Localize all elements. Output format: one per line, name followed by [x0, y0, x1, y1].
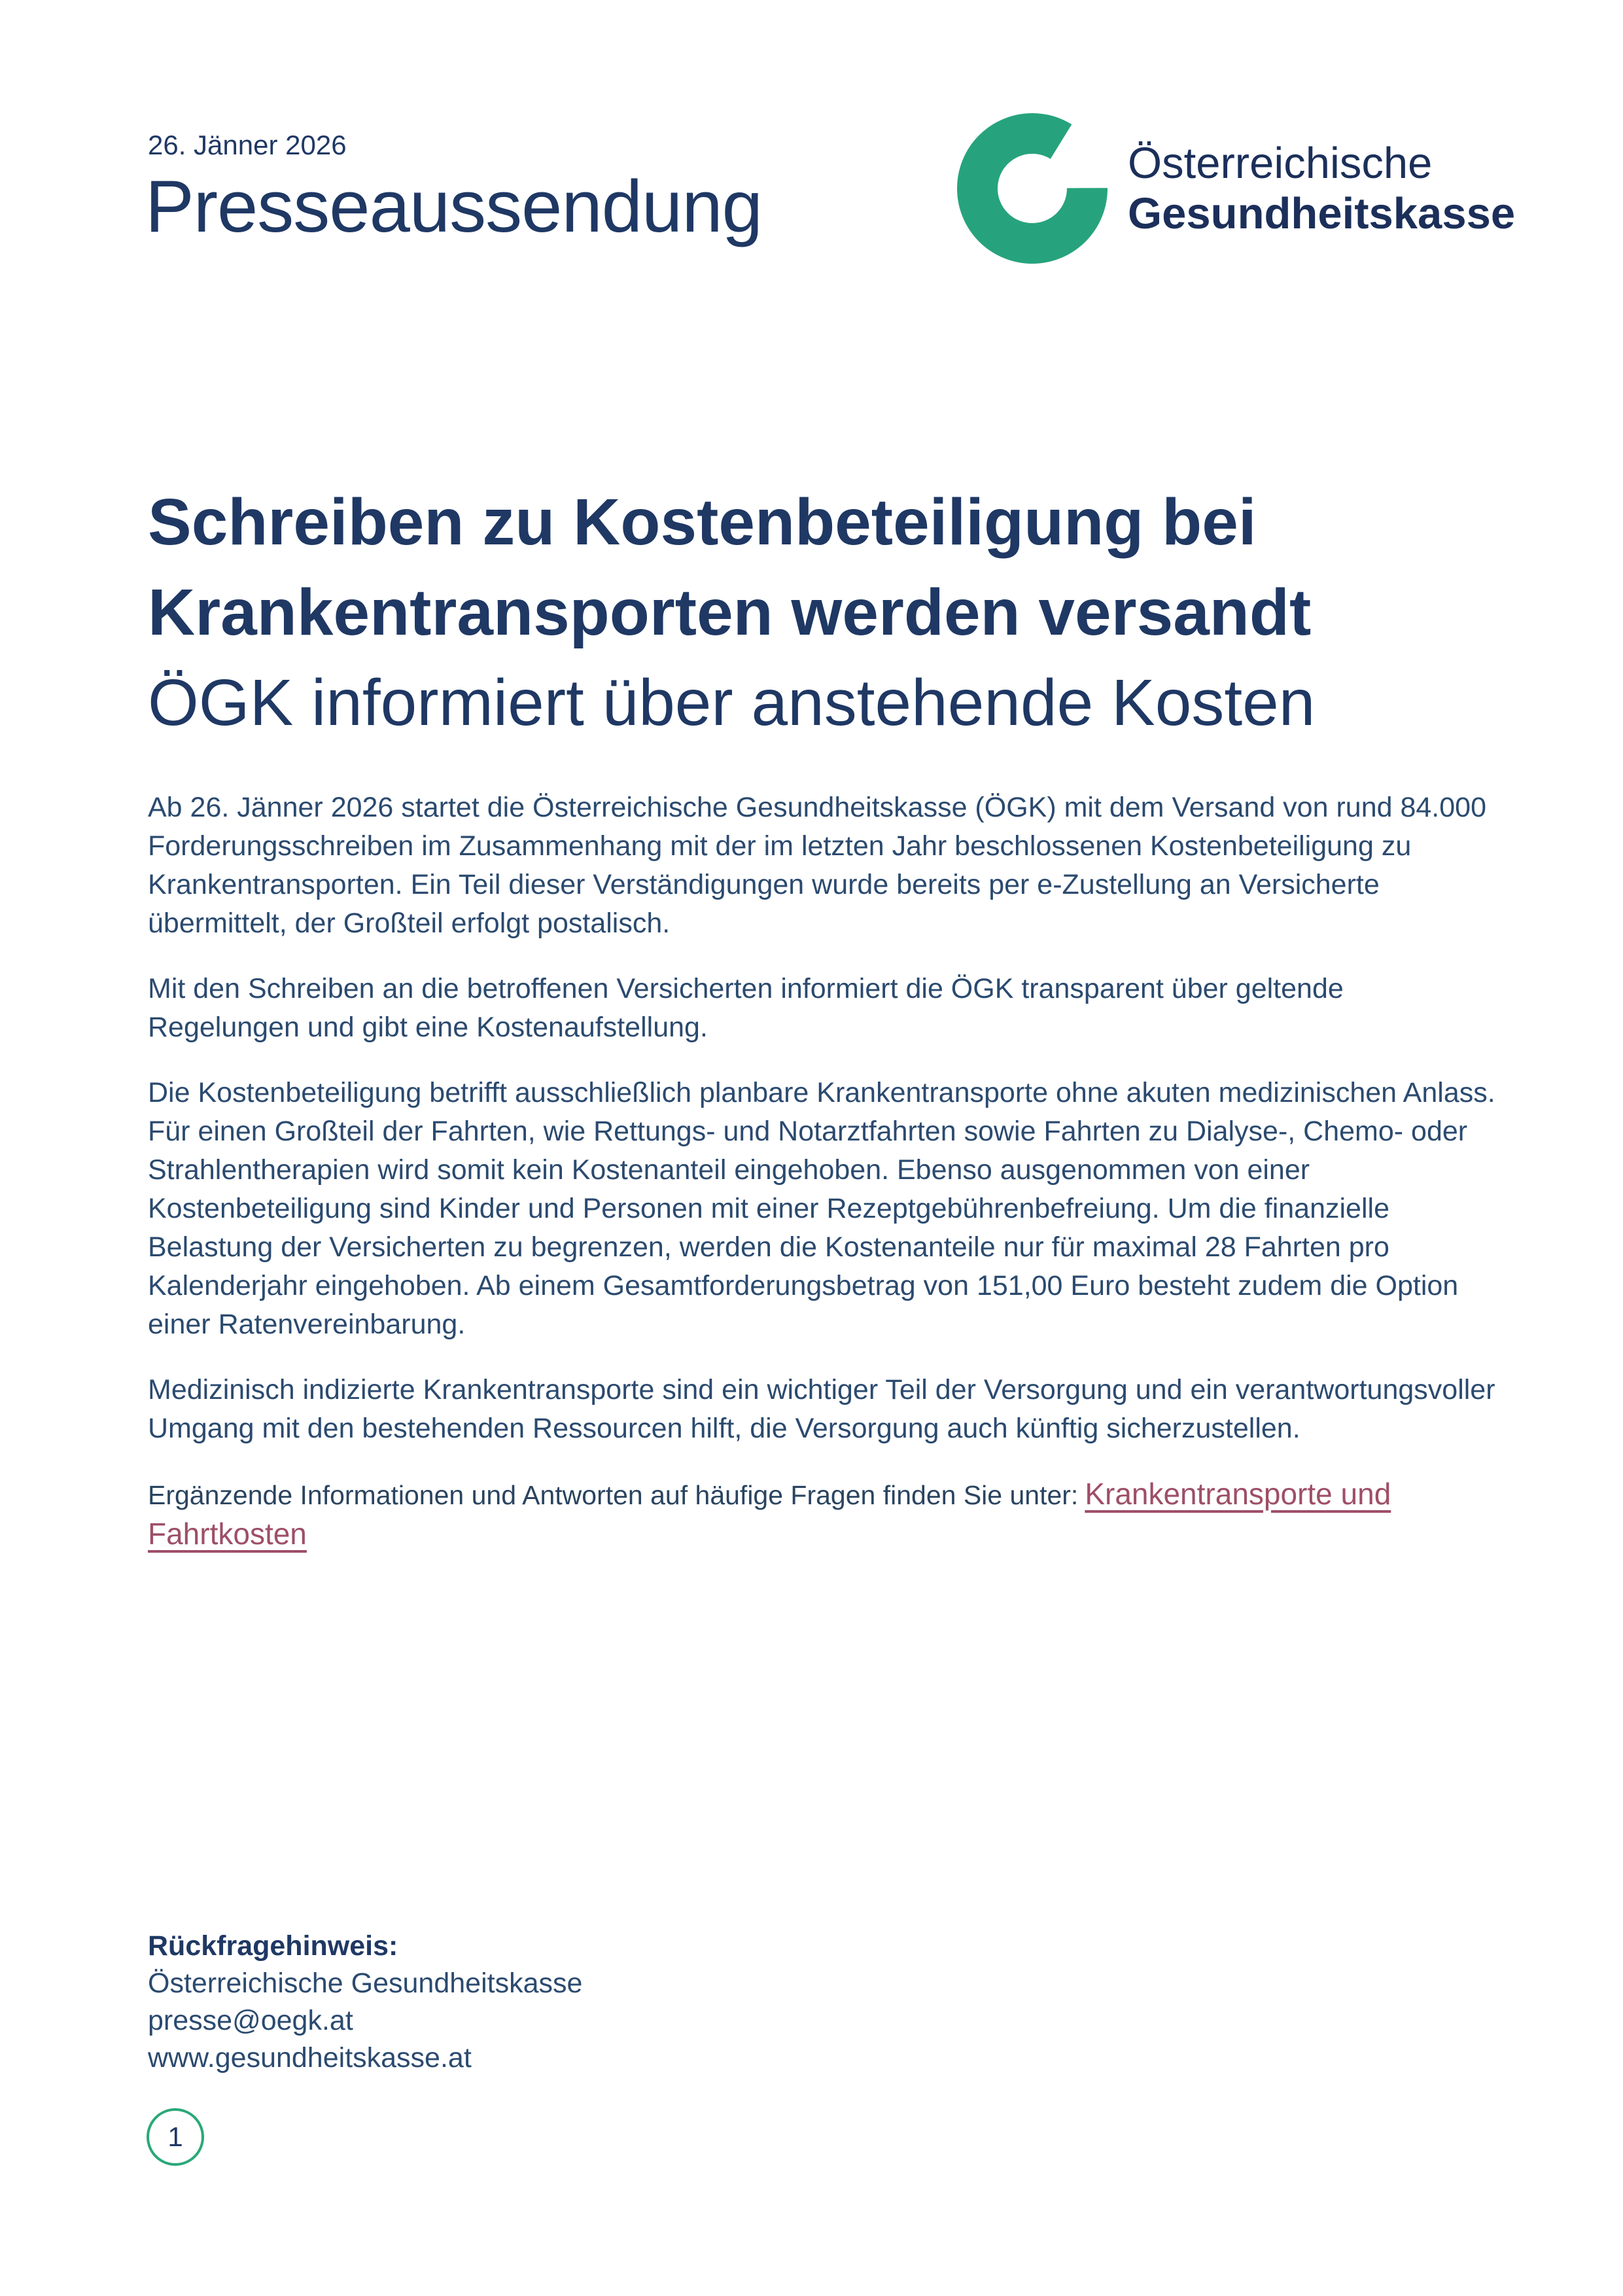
page-number: 1: [167, 2121, 183, 2152]
paragraph-4: Medizinisch indizierte Krankentransporte sind ein wichtiger Teil der Versorgung und ein verantwortungsvoller Umgang mit den bestehenden Ressourcen hilft, die Versorgung auch künftig sicherzustellen.: [148, 1374, 1495, 1444]
page-number-badge: [147, 2108, 204, 2166]
document-type-title: Presseaussendung: [145, 166, 762, 247]
contact-block: [148, 1928, 582, 2077]
document-date: 26. Jänner 2026: [148, 130, 347, 160]
contact-email: presse@oegk.at: [148, 2005, 353, 2036]
contact-heading: Rückfragehinweis:: [148, 1930, 398, 1962]
logo-wordmark: [1128, 138, 1515, 239]
paragraph-2: Mit den Schreiben an die betroffenen Versicherten informiert die ÖGK transparent über geltende Regelungen und gibt eine Kostenaufstellung.: [148, 973, 1344, 1043]
logo-name-line1: Österreichische: [1128, 139, 1433, 188]
headline-subtitle: ÖGK informiert über anstehende Kosten: [148, 666, 1316, 739]
oegk-logo: [956, 113, 1515, 264]
headline-line2: Krankentransporten werden versandt: [148, 576, 1312, 649]
article-headline: [148, 477, 1548, 748]
article-body: [148, 788, 1499, 1581]
paragraph-3: Die Kostenbeteiligung betrifft ausschließlich planbare Krankentransporte ohne akuten medizinischen Anlass. Für einen Großteil der Fahrten, wie Rettungs- und Notarztfahrten sowie Fahrten zu Dialyse-, Chemo- oder Strahlentherapien wird somit kein Kostenanteil eingehoben. Ebenso ausgenommen von einer Kostenbeteiligung sind Kinder und Personen mit einer Rezeptgebührenbefreiung. Um die finanzielle Belastung der Versicherten zu begrenzen, werden die Kostenanteile nur für maximal 28 Fahrten pro Kalenderjahr eingehoben. Ab einem Gesamtforderungsbetrag von 151,00 Euro besteht zudem die Option einer Ratenvereinbarung.: [148, 1077, 1495, 1340]
info-lead-text: Ergänzende Informationen und Antworten auf häufige Fragen finden Sie unter:: [148, 1480, 1079, 1510]
krankentransporte-fahrtkosten-link[interactable]: Krankentransporte und Fahrtkosten: [148, 1477, 1391, 1551]
contact-organization: Österreichische Gesundheitskasse: [148, 1968, 583, 1999]
headline-line1: Schreiben zu Kostenbeteiligung bei: [148, 486, 1257, 559]
oegk-g-logo-icon: [956, 113, 1108, 264]
info-line: [148, 1475, 1499, 1555]
contact-website: www.gesundheitskasse.at: [148, 2042, 472, 2074]
paragraph-1: Ab 26. Jänner 2026 startet die Österreichische Gesundheitskasse (ÖGK) mit dem Versand von rund 84.000 Forderungsschreiben im Zusammenhang mit der im letzten Jahr beschlossenen Kostenbeteiligung zu Krankentransporten. Ein Teil dieser Verständigungen wurde bereits per e-Zustellung an Versicherte übermittelt, der Großteil erfolgt postalisch.: [148, 792, 1486, 939]
logo-name-line2: Gesundheitskasse: [1128, 189, 1516, 238]
